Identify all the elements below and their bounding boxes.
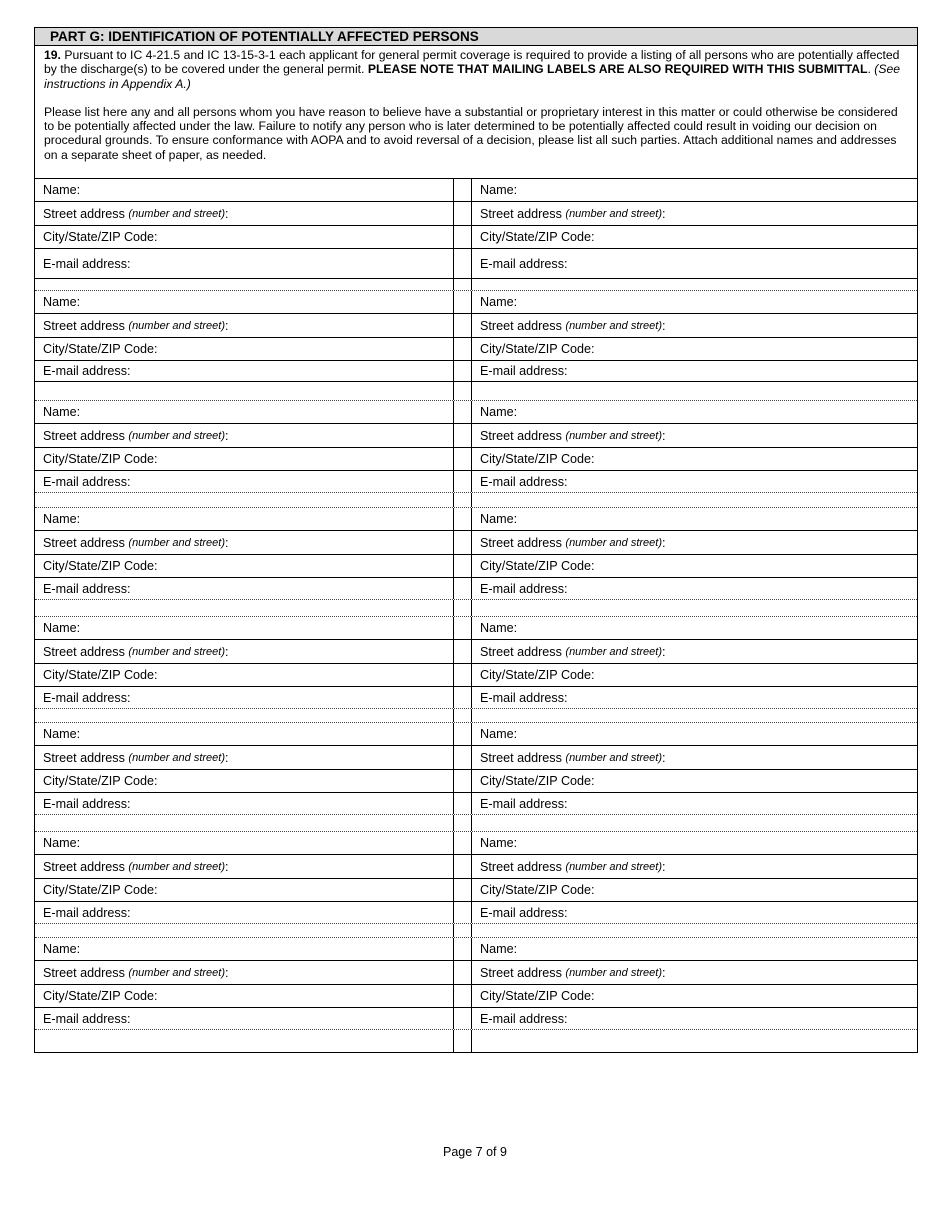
city-label: City/State/ZIP Code: [43, 774, 158, 789]
city-label: City/State/ZIP Code: [480, 774, 595, 789]
city-label: City/State/ZIP Code: [43, 668, 158, 683]
right-city-field[interactable] [472, 664, 917, 686]
right-city-field[interactable] [472, 338, 917, 360]
street-address-hint: (number and street) [565, 860, 663, 873]
entry-row-city [35, 226, 917, 249]
street-address-hint: (number and street) [565, 966, 663, 979]
left-spacer-field [35, 279, 454, 290]
entry-spacer-row [35, 382, 917, 401]
email-label: E-mail address: [480, 905, 568, 920]
left-name-field[interactable] [35, 291, 454, 313]
left-spacer-field [35, 382, 454, 400]
right-spacer-field [472, 493, 917, 507]
column-gap [454, 902, 472, 923]
right-spacer-field [472, 600, 917, 616]
street-address-colon: : [225, 428, 229, 443]
entry-row-name [35, 291, 917, 314]
street-address-colon: : [225, 206, 229, 221]
column-gap [454, 382, 472, 400]
name-label: Name: [480, 621, 518, 636]
left-city-field[interactable] [35, 770, 454, 792]
column-gap [454, 291, 472, 313]
street-address-hint: (number and street) [128, 751, 226, 764]
street-address-label: Street address [43, 859, 129, 874]
entry-row-name [35, 401, 917, 424]
street-address-label: Street address [43, 206, 129, 221]
column-gap [454, 723, 472, 745]
column-gap [454, 361, 472, 381]
city-label: City/State/ZIP Code: [480, 989, 595, 1004]
entry-row-street [35, 855, 917, 879]
right-city-field[interactable] [472, 770, 917, 792]
entry-row-street [35, 424, 917, 448]
street-address-label: Street address [43, 965, 129, 980]
city-label: City/State/ZIP Code: [43, 342, 158, 357]
column-gap [454, 985, 472, 1007]
right-city-field[interactable] [472, 555, 917, 577]
right-spacer-field [472, 382, 917, 400]
right-spacer-field [472, 1030, 917, 1052]
column-gap [454, 493, 472, 507]
street-address-label: Street address [480, 965, 566, 980]
city-label: City/State/ZIP Code: [480, 883, 595, 898]
column-gap [454, 508, 472, 530]
right-name-field[interactable] [472, 723, 917, 745]
left-email-field[interactable] [35, 687, 454, 708]
instructions-text: Pursuant to IC 4-21.5 and IC 13-15-3-1 each applicant for general permit coverage is required to provide a listing of all persons who are potentially affected by the discharge(s) to be covered under the general permit. [44, 48, 900, 77]
street-address-hint: (number and street) [565, 429, 663, 442]
street-address-colon: : [225, 644, 229, 659]
street-address-colon: : [662, 318, 666, 333]
entry-row-email [35, 902, 917, 924]
left-name-field[interactable] [35, 617, 454, 639]
right-spacer-field [472, 815, 917, 831]
left-city-field[interactable] [35, 226, 454, 248]
entry-row-city [35, 879, 917, 902]
entry-row-street [35, 202, 917, 226]
left-email-field[interactable] [35, 578, 454, 599]
right-name-field[interactable] [472, 617, 917, 639]
street-address-hint: (number and street) [128, 536, 226, 549]
entry-row-name [35, 179, 917, 202]
email-label: E-mail address: [43, 581, 131, 596]
column-gap [454, 600, 472, 616]
email-label: E-mail address: [43, 1011, 131, 1026]
column-gap [454, 448, 472, 470]
city-label: City/State/ZIP Code: [480, 452, 595, 467]
street-address-hint: (number and street) [565, 751, 663, 764]
persons-grid [35, 178, 917, 1052]
column-gap [454, 578, 472, 599]
left-email-field[interactable] [35, 902, 454, 923]
street-address-label: Street address [480, 535, 566, 550]
entry-row-city [35, 555, 917, 578]
entry-row-name [35, 832, 917, 855]
street-address-hint: (number and street) [565, 319, 663, 332]
name-label: Name: [43, 836, 81, 851]
left-email-field[interactable] [35, 1008, 454, 1029]
column-gap [454, 249, 472, 278]
column-gap [454, 338, 472, 360]
street-address-colon: : [662, 428, 666, 443]
column-gap [454, 1030, 472, 1052]
right-city-field[interactable] [472, 226, 917, 248]
column-gap [454, 938, 472, 960]
street-address-hint: (number and street) [128, 429, 226, 442]
name-label: Name: [43, 512, 81, 527]
street-address-colon: : [662, 206, 666, 221]
left-email-field[interactable] [35, 361, 454, 381]
entry-spacer-row [35, 279, 917, 291]
column-gap [454, 202, 472, 225]
left-street-field[interactable] [35, 314, 454, 337]
name-label: Name: [43, 183, 81, 198]
city-label: City/State/ZIP Code: [480, 559, 595, 574]
street-address-colon: : [662, 965, 666, 980]
city-label: City/State/ZIP Code: [43, 230, 158, 245]
column-gap [454, 314, 472, 337]
right-spacer-field [472, 924, 917, 937]
column-gap [454, 617, 472, 639]
left-email-field[interactable] [35, 249, 454, 278]
street-address-hint: (number and street) [128, 966, 226, 979]
name-label: Name: [43, 295, 81, 310]
entry-row-name [35, 508, 917, 531]
period: . [867, 62, 875, 77]
left-spacer-field [35, 924, 454, 937]
entry-row-city [35, 338, 917, 361]
city-label: City/State/ZIP Code: [43, 883, 158, 898]
email-label: E-mail address: [480, 474, 568, 489]
left-name-field[interactable] [35, 401, 454, 423]
entry-row-email [35, 578, 917, 600]
street-address-colon: : [225, 965, 229, 980]
entry-row-email [35, 1008, 917, 1030]
left-spacer-field [35, 709, 454, 722]
column-gap [454, 1008, 472, 1029]
city-label: City/State/ZIP Code: [480, 230, 595, 245]
column-gap [454, 687, 472, 708]
entry-row-street [35, 640, 917, 664]
left-city-field[interactable] [35, 664, 454, 686]
left-name-field[interactable] [35, 508, 454, 530]
name-label: Name: [43, 621, 81, 636]
left-city-field[interactable] [35, 338, 454, 360]
right-email-field[interactable] [472, 793, 917, 814]
street-address-label: Street address [43, 318, 129, 333]
name-label: Name: [480, 836, 518, 851]
name-label: Name: [480, 295, 518, 310]
entry-row-city [35, 664, 917, 687]
part-g-header: PART G: IDENTIFICATION OF POTENTIALLY AFFECTED PERSONS [35, 28, 917, 46]
column-gap [454, 793, 472, 814]
entry-row-name [35, 938, 917, 961]
street-address-hint: (number and street) [128, 860, 226, 873]
column-gap [454, 770, 472, 792]
right-email-field[interactable] [472, 687, 917, 708]
right-street-field[interactable] [472, 202, 917, 225]
column-gap [454, 279, 472, 290]
city-label: City/State/ZIP Code: [43, 989, 158, 1004]
column-gap [454, 746, 472, 769]
right-street-field[interactable] [472, 961, 917, 984]
column-gap [454, 924, 472, 937]
right-street-field[interactable] [472, 855, 917, 878]
street-address-label: Street address [480, 644, 566, 659]
right-street-field[interactable] [472, 314, 917, 337]
street-address-colon: : [225, 859, 229, 874]
entry-row-street [35, 531, 917, 555]
column-gap [454, 531, 472, 554]
left-city-field[interactable] [35, 448, 454, 470]
entry-row-city [35, 770, 917, 793]
column-gap [454, 961, 472, 984]
right-street-field[interactable] [472, 746, 917, 769]
affected-persons-form [34, 27, 918, 1053]
left-city-field[interactable] [35, 879, 454, 901]
right-name-field[interactable] [472, 938, 917, 960]
left-spacer-field [35, 815, 454, 831]
street-address-label: Street address [43, 428, 129, 443]
left-spacer-field [35, 1030, 454, 1052]
right-name-field[interactable] [472, 832, 917, 854]
email-label: E-mail address: [480, 690, 568, 705]
email-label: E-mail address: [480, 796, 568, 811]
left-street-field[interactable] [35, 746, 454, 769]
entry-spacer-row [35, 815, 917, 832]
street-address-hint: (number and street) [565, 536, 663, 549]
entry-spacer-row [35, 924, 917, 938]
column-gap [454, 555, 472, 577]
street-address-colon: : [225, 535, 229, 550]
instructions [35, 46, 917, 178]
street-address-colon: : [225, 318, 229, 333]
left-name-field[interactable] [35, 723, 454, 745]
right-street-field[interactable] [472, 531, 917, 554]
mailing-labels-note: PLEASE NOTE THAT MAILING LABELS ARE ALSO REQUIRED WITH THIS SUBMITTAL [367, 62, 868, 77]
entry-spacer-row [35, 709, 917, 723]
left-city-field[interactable] [35, 985, 454, 1007]
right-email-field[interactable] [472, 1008, 917, 1029]
instructions-paragraph-1 [44, 48, 907, 91]
right-spacer-field [472, 279, 917, 290]
street-address-label: Street address [480, 318, 566, 333]
right-street-field[interactable] [472, 424, 917, 447]
left-city-field[interactable] [35, 555, 454, 577]
page-number: Page 7 of 9 [443, 1145, 507, 1159]
street-address-label: Street address [480, 750, 566, 765]
entry-row-street [35, 961, 917, 985]
left-email-field[interactable] [35, 793, 454, 814]
entry-row-name [35, 617, 917, 640]
street-address-hint: (number and street) [565, 207, 663, 220]
name-label: Name: [43, 727, 81, 742]
instructions-paragraph-2: Please list here any and all persons whom you have reason to believe have a substantial or proprietary interest in this matter or could otherwise be considered to be potentially affected under the law. Failure to notify any person who is later determined to be potentially affected could result in voiding our decision on procedural grounds. To ensure conformance with AOPA and to avoid reversal of a decision, please list all such parties. Attach additional names and addresses on a separate sheet of paper, as needed. [44, 104, 898, 162]
right-name-field[interactable] [472, 508, 917, 530]
entry-row-email [35, 249, 917, 279]
street-address-hint: (number and street) [565, 645, 663, 658]
entry-row-street [35, 746, 917, 770]
column-gap [454, 401, 472, 423]
entry-row-email [35, 687, 917, 709]
name-label: Name: [480, 405, 518, 420]
left-name-field[interactable] [35, 179, 454, 201]
street-address-hint: (number and street) [128, 319, 226, 332]
entry-row-city [35, 985, 917, 1008]
email-label: E-mail address: [480, 581, 568, 596]
email-label: E-mail address: [480, 256, 568, 271]
left-email-field[interactable] [35, 471, 454, 492]
email-label: E-mail address: [43, 256, 131, 271]
street-address-colon: : [662, 644, 666, 659]
left-spacer-field [35, 493, 454, 507]
column-gap [454, 471, 472, 492]
email-label: E-mail address: [480, 1011, 568, 1026]
street-address-hint: (number and street) [128, 645, 226, 658]
column-gap [454, 832, 472, 854]
entry-row-email [35, 793, 917, 815]
city-label: City/State/ZIP Code: [480, 668, 595, 683]
entry-row-street [35, 314, 917, 338]
entry-row-email [35, 361, 917, 382]
email-label: E-mail address: [480, 364, 568, 379]
column-gap [454, 424, 472, 447]
entry-row-city [35, 448, 917, 471]
left-street-field[interactable] [35, 424, 454, 447]
column-gap [454, 226, 472, 248]
name-label: Name: [480, 942, 518, 957]
street-address-hint: (number and street) [128, 207, 226, 220]
left-name-field[interactable] [35, 832, 454, 854]
email-label: E-mail address: [43, 474, 131, 489]
right-name-field[interactable] [472, 401, 917, 423]
left-street-field[interactable] [35, 640, 454, 663]
right-email-field[interactable] [472, 471, 917, 492]
entry-row-name [35, 723, 917, 746]
email-label: E-mail address: [43, 690, 131, 705]
left-street-field[interactable] [35, 531, 454, 554]
column-gap [454, 179, 472, 201]
street-address-label: Street address [480, 859, 566, 874]
entry-spacer-row [35, 493, 917, 508]
right-spacer-field [472, 709, 917, 722]
column-gap [454, 640, 472, 663]
column-gap [454, 879, 472, 901]
left-spacer-field [35, 600, 454, 616]
right-email-field[interactable] [472, 902, 917, 923]
street-address-label: Street address [480, 206, 566, 221]
city-label: City/State/ZIP Code: [43, 559, 158, 574]
street-address-label: Street address [43, 750, 129, 765]
column-gap [454, 664, 472, 686]
street-address-label: Street address [43, 535, 129, 550]
name-label: Name: [480, 512, 518, 527]
right-email-field[interactable] [472, 249, 917, 278]
street-address-label: Street address [480, 428, 566, 443]
right-city-field[interactable] [472, 448, 917, 470]
street-address-colon: : [662, 859, 666, 874]
name-label: Name: [43, 942, 81, 957]
email-label: E-mail address: [43, 905, 131, 920]
entry-spacer-row [35, 600, 917, 617]
city-label: City/State/ZIP Code: [43, 452, 158, 467]
left-name-field[interactable] [35, 938, 454, 960]
name-label: Name: [43, 405, 81, 420]
city-label: City/State/ZIP Code: [480, 342, 595, 357]
left-street-field[interactable] [35, 202, 454, 225]
right-name-field[interactable] [472, 179, 917, 201]
street-address-colon: : [225, 750, 229, 765]
street-address-colon: : [662, 750, 666, 765]
column-gap [454, 709, 472, 722]
email-label: E-mail address: [43, 796, 131, 811]
name-label: Name: [480, 727, 518, 742]
right-email-field[interactable] [472, 361, 917, 381]
right-city-field[interactable] [472, 985, 917, 1007]
right-name-field[interactable] [472, 291, 917, 313]
right-city-field[interactable] [472, 879, 917, 901]
street-address-label: Street address [43, 644, 129, 659]
column-gap [454, 855, 472, 878]
name-label: Name: [480, 183, 518, 198]
item-number: 19. [44, 48, 61, 62]
left-street-field[interactable] [35, 961, 454, 984]
street-address-colon: : [662, 535, 666, 550]
column-gap [454, 815, 472, 831]
right-email-field[interactable] [472, 578, 917, 599]
appendix-reference: (See instructions in Appendix A.) [44, 62, 901, 91]
left-street-field[interactable] [35, 855, 454, 878]
email-label: E-mail address: [43, 364, 131, 379]
entry-spacer-row [35, 1030, 917, 1052]
right-street-field[interactable] [472, 640, 917, 663]
entry-row-email [35, 471, 917, 493]
